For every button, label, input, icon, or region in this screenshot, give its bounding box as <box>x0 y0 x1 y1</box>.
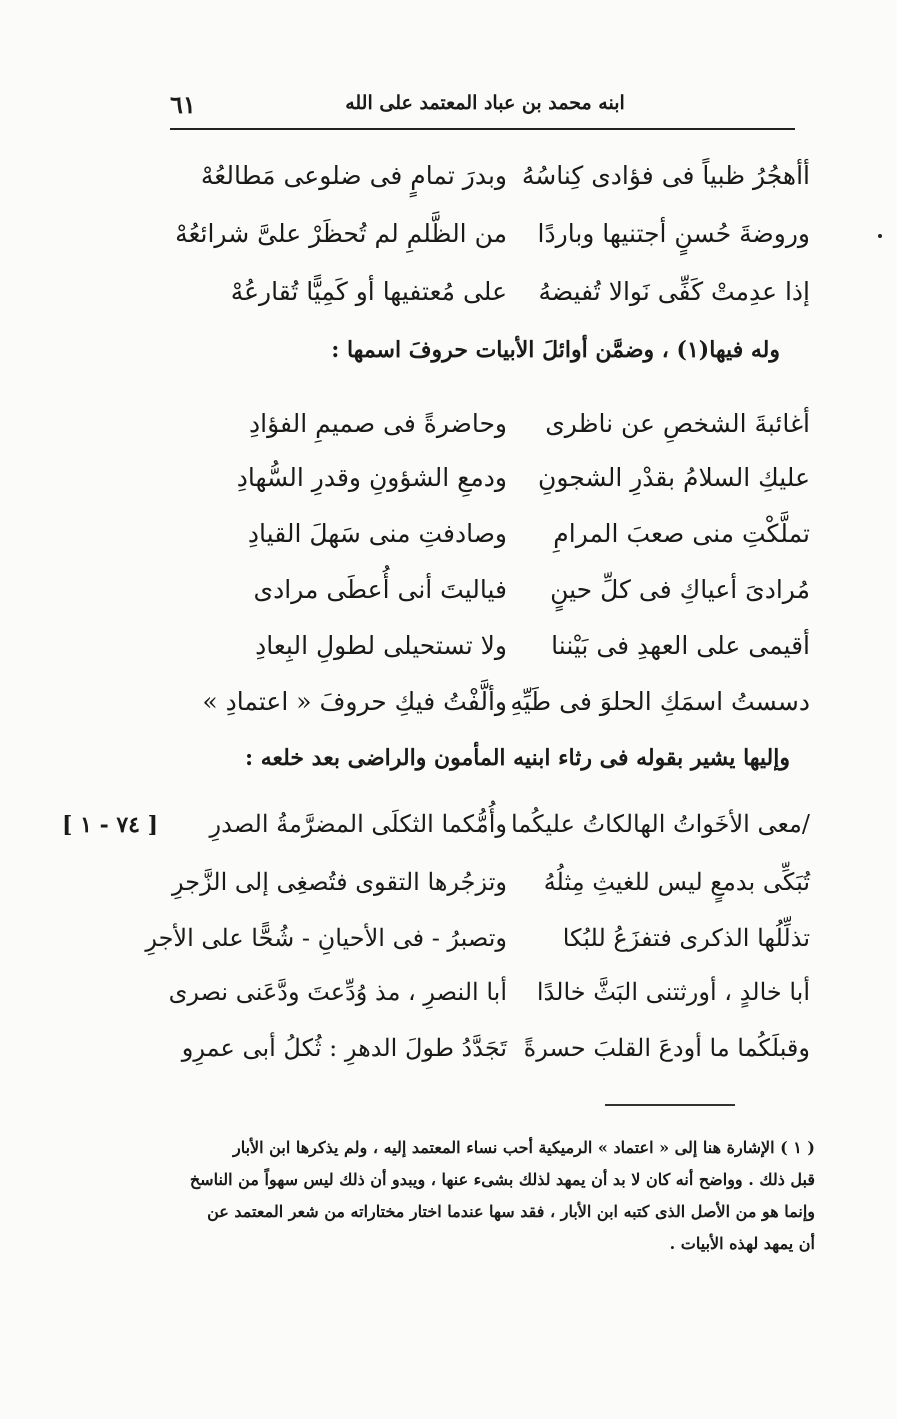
verse-hemistich-second: وألَّفْتُ فيكِ حروفَ « اعتمادِ » <box>202 687 507 716</box>
verse-line <box>150 798 810 850</box>
footnote-line: ( ١ ) الإشارة هنا إلى « اعتماد » الرميكية أحب نساء المعتمد إليه ، ولم يذكرها ابن الأبار <box>232 1138 815 1157</box>
verse-hemistich-first: تذلِّلُها الذكرى فتفزَعُ للبُكا <box>562 924 810 952</box>
verse-hemistich-first: إذا عدِمتْ كَفِّى نَوالا تُفيضهُ <box>538 277 810 306</box>
verse-hemistich-first: مُرادىَ أعياكِ فى كلِّ حينٍ <box>550 575 810 604</box>
verse-line <box>150 1022 810 1074</box>
verse-hemistich-second: أبا النصرِ ، مذ وُدِّعتَ ودَّعَنى نصرى <box>168 978 507 1006</box>
verse-hemistich-first: وقبلَكُما ما أودعَ القلبَ حسرةً <box>523 1034 810 1062</box>
verse-line <box>150 676 810 728</box>
verse-hemistich-second: وأُمُّكما الثكلَى المضرَّمةُ الصدرِ <box>209 810 507 838</box>
footnote-divider <box>605 1104 735 1106</box>
verse-line <box>150 856 810 908</box>
verse-hemistich-second: ولا تستحيلى لطولِ البِعادِ <box>255 631 507 660</box>
verse-hemistich-first: تُبَكِّى بدمعٍ ليس للغيثِ مِثلُهُ <box>543 868 810 896</box>
verse-hemistich-first: أأهجُرُ ظبياً فى فؤادى كِناسُهُ <box>521 161 810 190</box>
verse-hemistich-first: دسستُ اسمَكِ الحلوَ فى طَيِّهِ <box>510 687 810 716</box>
footnote-line: قبل ذلك . وواضح أنه كان لا بد أن يمهد لذلك بشىء عنها ، ويبدو أن ذلك ليس سهواً من الناسخ <box>189 1170 815 1189</box>
verse-hemistich-second: ودمعِ الشؤونِ وقدرِ السُّهادِ <box>236 463 507 492</box>
poem-introduction: وله فيها(١) ، وضمَّن أوائلَ الأبيات حروفَ اسمها : <box>331 337 780 363</box>
verse-line <box>150 398 810 450</box>
verse-hemistich-first: أقيمى على العهدِ فى بَيْننا <box>551 631 810 660</box>
verse-reference-number: [ ٧٤ - ١ ] <box>62 812 159 838</box>
verse-hemistich-second: وتصبرُ - فى الأحيانِ - شُحًّا على الأجرِ <box>145 924 507 952</box>
verse-hemistich-second: وحاضرةً فى صميمِ الفؤادِ <box>249 409 507 438</box>
footnote-line: وإنما هو من الأصل الذى كتبه ابن الأبار ، فقد سها عندما اختار مختاراته من شعر المعتمد عن <box>207 1202 815 1221</box>
verse-line <box>150 564 810 616</box>
verse-hemistich-second: على مُعتفيها أو كَمِيًّا تُقارعُهْ <box>230 277 507 306</box>
verse-hemistich-first: أغائبةَ الشخصِ عن ناظرى <box>545 409 810 438</box>
running-title: ابنه محمد بن عباد المعتمد على الله <box>345 92 625 114</box>
footnote <box>150 1132 815 1260</box>
verse-line <box>150 508 810 560</box>
verse-hemistich-first: /معى الأخَواتُ الهالكاتُ عليكُما <box>510 810 810 838</box>
verse-line <box>150 966 810 1018</box>
verse-hemistich-first: تملَّكْتِ منى صعبَ المرامِ <box>553 519 810 548</box>
verse-line <box>150 452 810 504</box>
verse-line <box>150 620 810 672</box>
verse-hemistich-second: تَجَدَّدُ طولَ الدهرِ : ثُكلُ أبى عمرِو <box>181 1034 507 1062</box>
verse-hemistich-second: وتزجُرها التقوى فتُصغِى إلى الزَّجرِ <box>171 868 507 896</box>
verse-hemistich-first: وروضةَ حُسنٍ أجتنيها وباردًا <box>537 219 810 248</box>
verse-hemistich-first: عليكِ السلامُ بقدْرِ الشجونِ <box>538 463 810 492</box>
verse-hemistich-second: من الظَّلمِ لم تُحظَرْ علىَّ شرائعُهْ <box>175 219 507 248</box>
poem-introduction: وإليها يشير بقوله فى رثاء ابنيه المأمون والراضى بعد خلعه : <box>244 745 790 771</box>
verse-line <box>150 208 810 260</box>
page-number: ٦١ <box>170 90 196 119</box>
margin-mark <box>878 234 882 238</box>
verse-line <box>145 912 810 964</box>
footnote-line: أن يمهد لهذه الأبيات . <box>669 1234 815 1253</box>
running-header <box>170 88 795 130</box>
verse-hemistich-second: فياليتَ أنى أُعطَى مرادى <box>253 575 507 604</box>
verse-hemistich-second: وصادفتِ منى سَهلَ القيادِ <box>247 519 507 548</box>
verse-hemistich-second: وبدرَ تمامٍ فى ضلوعى مَطالعُهْ <box>200 161 507 190</box>
verse-line <box>150 266 810 318</box>
verse-line <box>150 150 810 202</box>
verse-hemistich-first: أبا خالدٍ ، أورثتنى البَثَّ خالدًا <box>536 978 810 1006</box>
